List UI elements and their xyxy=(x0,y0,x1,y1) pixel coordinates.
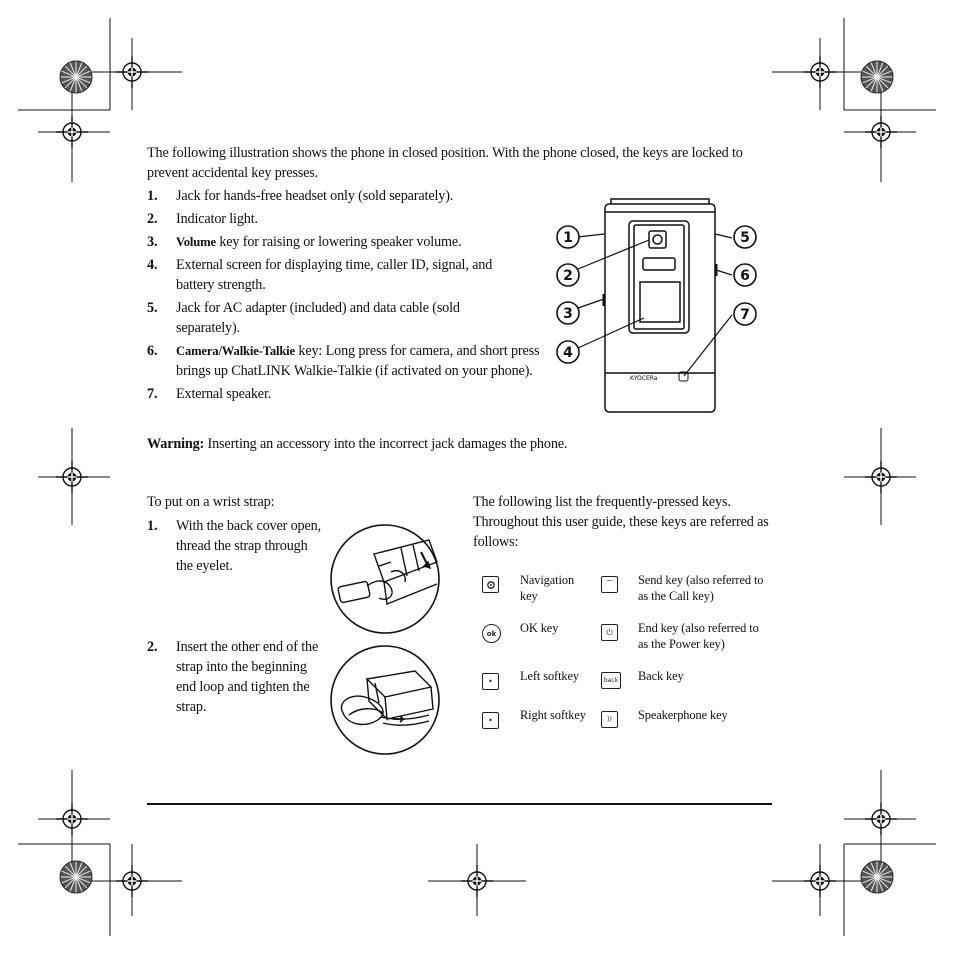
callout-5: 5 xyxy=(740,230,750,246)
strap-step-1 xyxy=(147,516,327,596)
ok-key-icon: ok xyxy=(482,624,501,643)
callout-6: 6 xyxy=(740,268,750,284)
item-text: Indicator light. xyxy=(176,211,258,227)
step-text: Insert the other end of the strap into the beginning end loop and tighten the strap. xyxy=(176,639,319,715)
item-number: 7. xyxy=(147,386,158,402)
strap-step-2 xyxy=(147,637,327,737)
item-number: 1. xyxy=(147,188,158,204)
item-number: 5. xyxy=(147,300,158,316)
phone-illustration xyxy=(548,198,770,414)
right-softkey-icon: • xyxy=(482,712,499,729)
phone-parts-list xyxy=(147,186,540,407)
item-text: Jack for AC adapter (included) and data cable (sold separately). xyxy=(176,300,460,336)
strap-step-2-illustration xyxy=(329,643,441,757)
callout-1: 1 xyxy=(563,230,573,246)
warning-note xyxy=(147,434,787,454)
item-number: 4. xyxy=(147,257,158,273)
strap-title: To put on a wrist strap: xyxy=(147,494,275,510)
key-label-ok: OK key xyxy=(520,621,559,635)
strap-step-1-illustration xyxy=(329,522,441,636)
list-item xyxy=(147,232,527,252)
item-number: 3. xyxy=(147,234,158,250)
navigation-key-icon xyxy=(482,576,499,593)
item-number: 2. xyxy=(147,211,158,227)
list-item xyxy=(147,186,527,206)
footer-rule xyxy=(147,803,772,805)
end-key-icon: ⏻ xyxy=(601,624,618,641)
callout-2: 2 xyxy=(563,268,573,284)
callout-7: 7 xyxy=(740,307,750,323)
back-key-icon: back xyxy=(601,672,621,689)
key-label-left-softkey: Left softkey xyxy=(520,669,580,683)
step-number: 1. xyxy=(147,518,158,534)
item-keyword: Camera/Walkie-Talkie xyxy=(176,344,295,358)
step-number: 2. xyxy=(147,639,158,655)
intro-paragraph: The following illustration shows the phone in closed position. With the phone closed, the keys are locked to prevent accidental key presses. xyxy=(147,145,743,181)
speakerphone-key-icon: )) xyxy=(601,711,618,728)
send-key-icon: ⌒ xyxy=(601,576,618,593)
key-label-speakerphone: Speakerphone key xyxy=(638,708,728,722)
callout-4: 4 xyxy=(563,345,573,361)
list-item xyxy=(147,209,527,229)
list-item xyxy=(147,341,546,381)
phone-brand-logo: KYOCERa xyxy=(630,375,658,382)
left-softkey-icon: • xyxy=(482,673,499,690)
key-label-end: End key (also referred to as the Power key) xyxy=(638,621,759,651)
item-number: 6. xyxy=(147,343,158,359)
key-label-back: Back key xyxy=(638,669,684,683)
item-keyword: Volume xyxy=(176,235,216,249)
item-text: External screen for displaying time, caller ID, signal, and battery strength. xyxy=(176,257,493,293)
item-text: key for raising or lowering speaker volume. xyxy=(215,234,462,250)
keys-intro: The following list the frequently-pressed keys. Throughout this user guide, these keys are referred as follows: xyxy=(473,494,769,550)
item-text: Jack for hands-free headset only (sold separately). xyxy=(176,188,454,204)
step-text: With the back cover open, thread the strap through the eyelet. xyxy=(176,518,321,574)
item-text: key: Long press for camera, and short press brings up ChatLINK Walkie-Talkie (if activated on your phone). xyxy=(176,343,540,379)
warning-text: Inserting an accessory into the incorrect jack damages the phone. xyxy=(204,436,568,452)
key-label-right-softkey: Right softkey xyxy=(520,708,586,722)
list-item xyxy=(147,298,486,338)
list-item xyxy=(147,255,527,295)
item-text: External speaker. xyxy=(176,386,272,402)
list-item xyxy=(147,384,527,404)
warning-label: Warning: xyxy=(147,436,205,452)
callout-3: 3 xyxy=(563,306,573,322)
key-label-navigation: Navigation key xyxy=(520,573,575,603)
key-label-send: Send key (also referred to as the Call key) xyxy=(638,573,764,603)
